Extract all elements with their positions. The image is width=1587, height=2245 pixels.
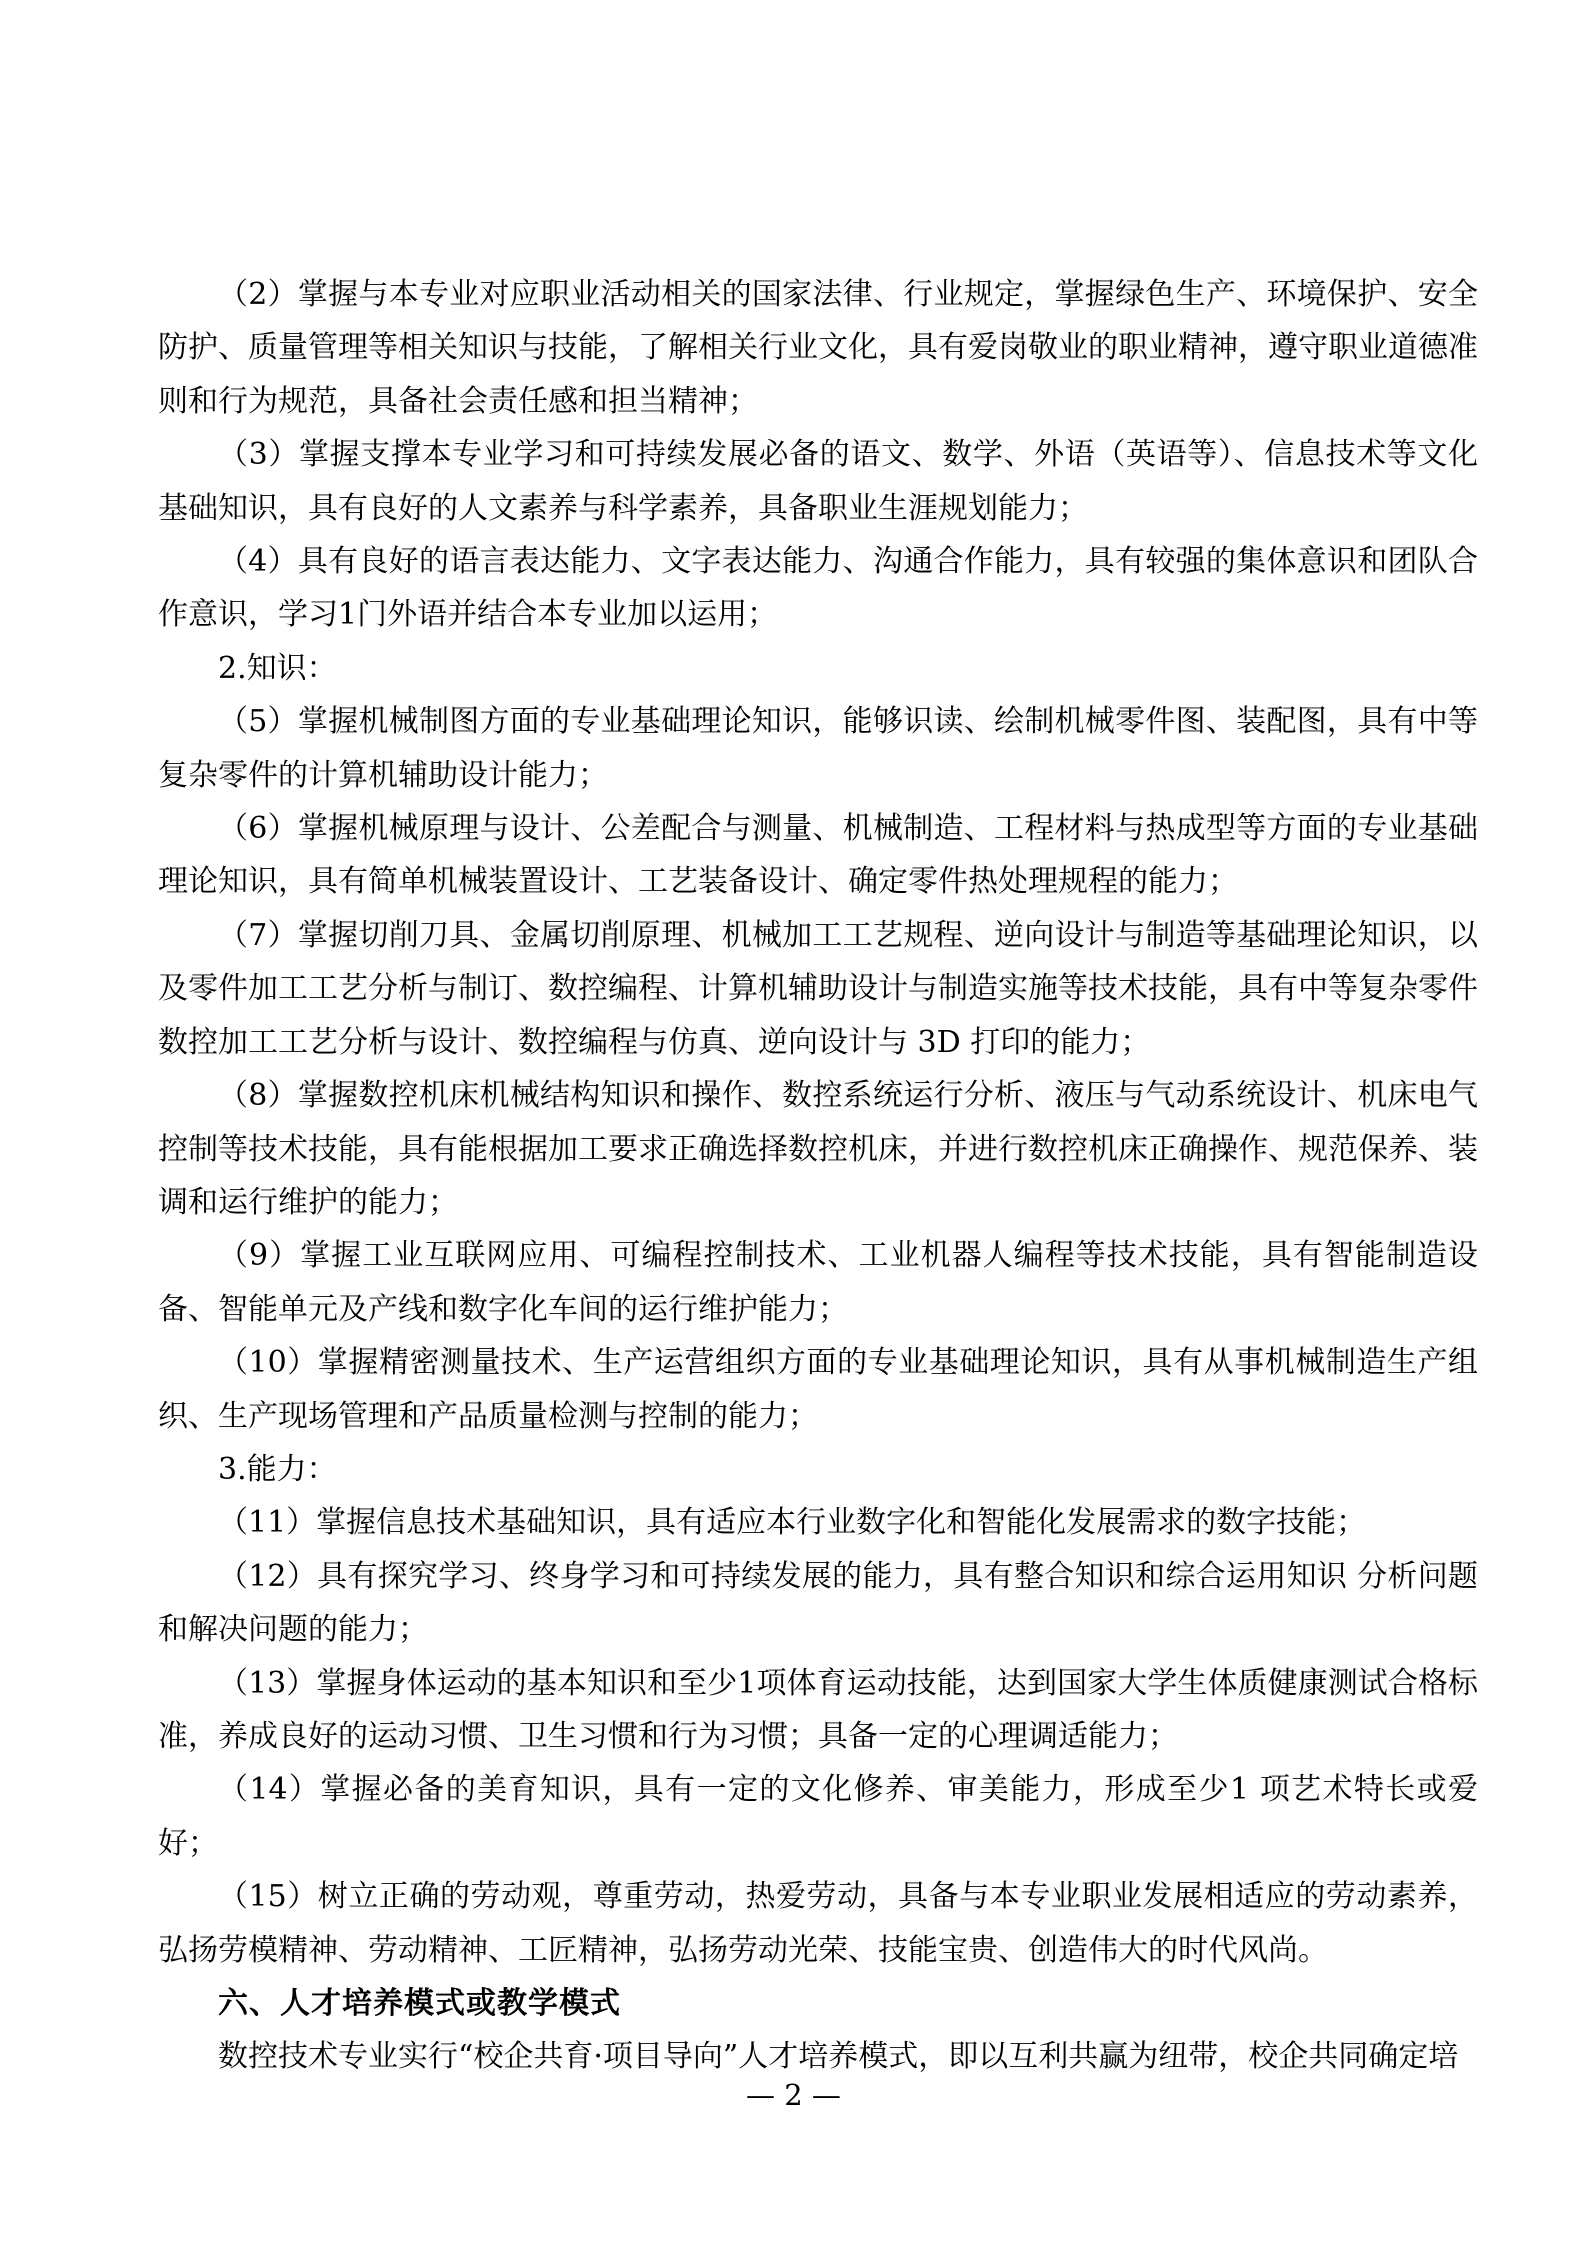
paragraph-16: 数控技术专业实行“校企共育·项目导向”人才培养模式，即以互利共赢为纽带，校企共同确定培	[218, 2039, 1459, 2075]
paragraph-10: （10）掌握精密测量技术、生产运营组织方面的专业基础理论知识，具有从事机械制造生产组织、生产现场管理和产品质量检测与控制的能力；	[158, 1345, 1478, 1434]
paragraph-15: （15）树立正确的劳动观，尊重劳动，热爱劳动，具备与本专业职业发展相适应的劳动素养，弘扬劳模精神、劳动精神、工匠精神，弘扬劳动光荣、技能宝贵、创造伟大的时代风尚。	[158, 1879, 1478, 1968]
page-footer	[0, 2078, 1587, 2112]
section-label-knowledge: 2.知识：	[218, 650, 337, 686]
paragraph-2: （2）掌握与本专业对应职业活动相关的国家法律、行业规定，掌握绿色生产、环境保护、安全防护、质量管理等相关知识与技能，了解相关行业文化，具有爱岗敬业的职业精神，遵守职业道德准则和行为规范，具备社会责任感和担当精神；	[158, 277, 1478, 419]
page-number: — 2 —	[746, 2078, 841, 2112]
document-body	[158, 268, 1478, 2084]
paragraph-13: （13）掌握身体运动的基本知识和至少1项体育运动技能，达到国家大学生体质健康测试合格标准，养成良好的运动习惯、卫生习惯和行为习惯；具备一定的心理调适能力；	[158, 1665, 1478, 1754]
section-label-ability: 3.能力：	[218, 1451, 337, 1487]
section-heading-six: 六、人才培养模式或教学模式	[218, 1986, 621, 2021]
paragraph-9: （9）掌握工业互联网应用、可编程控制技术、工业机器人编程等技术技能，具有智能制造设备、智能单元及产线和数字化车间的运行维护能力；	[158, 1238, 1478, 1327]
paragraph-8: （8）掌握数控机床机械结构知识和操作、数控系统运行分析、液压与气动系统设计、机床电气控制等技术技能，具有能根据加工要求正确选择数控机床，并进行数控机床正确操作、规范保养、装调和运行维护的能力；	[158, 1078, 1478, 1220]
paragraph-3: （3）掌握支撑本专业学习和可持续发展必备的语文、数学、外语（英语等）、信息技术等文化基础知识，具有良好的人文素养与科学素养，具备职业生涯规划能力；	[158, 437, 1478, 526]
paragraph-5: （5）掌握机械制图方面的专业基础理论知识，能够识读、绘制机械零件图、装配图，具有中等复杂零件的计算机辅助设计能力；	[158, 704, 1478, 793]
paragraph-6: （6）掌握机械原理与设计、公差配合与测量、机械制造、工程材料与热成型等方面的专业基础理论知识，具有简单机械装置设计、工艺装备设计、确定零件热处理规程的能力；	[158, 811, 1478, 900]
paragraph-7: （7）掌握切削刀具、金属切削原理、机械加工工艺规程、逆向设计与制造等基础理论知识，以及零件加工工艺分析与制订、数控编程、计算机辅助设计与制造实施等技术技能，具有中等复杂零件数控加工工艺分析与设计、数控编程与仿真、逆向设计与 3D 打印的能力；	[158, 917, 1478, 1060]
paragraph-12: （12）具有探究学习、终身学习和可持续发展的能力，具有整合知识和综合运用知识 分析问题和解决问题的能力；	[158, 1558, 1478, 1648]
paragraph-4: （4）具有良好的语言表达能力、文字表达能力、沟通合作能力，具有较强的集体意识和团队合作意识，学习1门外语并结合本专业加以运用；	[158, 544, 1478, 633]
paragraph-14: （14）掌握必备的美育知识，具有一定的文化修养、审美能力，形成至少1 项艺术特长或爱好；	[158, 1772, 1478, 1861]
paragraph-11: （11）掌握信息技术基础知识，具有适应本行业数字化和智能化发展需求的数字技能；	[218, 1505, 1367, 1541]
